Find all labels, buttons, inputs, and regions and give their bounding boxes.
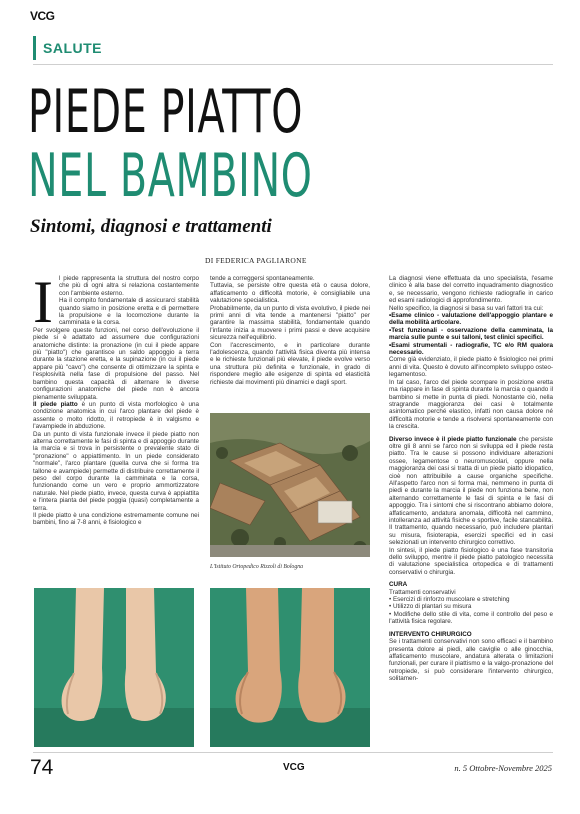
- cura-subheading: Trattamenti conservativi: [389, 588, 456, 596]
- paragraph: Tuttavia, se persiste oltre questa età o causa dolore, affaticamento o difficoltà motorie, è consigliabile una valutazione specialistica.: [210, 282, 370, 305]
- flat-feet-photo-right: [210, 588, 370, 747]
- header-divider: [33, 64, 553, 65]
- paragraph: Probabilmente, da un punto di vista evolutivo, il piede nei primi anni di vita tende a mantenersi "piatto" per garantire la massima stabilità, fondamentale quando l'infante inizia a muovere i primi passi e deve acquisire sicurezza nell'equilibrio.: [210, 304, 370, 342]
- text-column-1: [33, 269, 199, 527]
- paragraph: Per svolgere queste funzioni, nel corso dell'evoluzione il piede si è adattato ad assumere due configurazioni anatomiche distinte: la pronazione (in cui il piede appare più "piatto") che garantisce un saldo appoggio a terra durante la stazione eretta, e la supinazione (in cui il piede appare più "cavo") che consente di ottimizzare la spinta e l'esplosività nella fase di propulsione del passo. Nel bambino questa capacità di alternare le diverse configurazioni anatomiche del piede non è ancora pienamente sviluppata.: [33, 326, 199, 401]
- footer-logo: VCG: [283, 762, 305, 773]
- article-subtitle: Sintomi, diagnosi e trattamenti: [30, 216, 272, 237]
- paragraph: Il piede piatto è un punto di vista morfologico è una condizione anatomica in cui l'arco plantare del piede è assente o molto ridotto, il retropiede è in valgismo e l'avampiede in abduzione.: [33, 400, 199, 431]
- section-label: SALUTE: [43, 40, 102, 56]
- photo-caption: L'Istituto Ortopedico Rizzoli di Bologna: [210, 564, 304, 570]
- paragraph: Ha il compito fondamentale di assicurarci stabilità quando siamo in posizione eretta e di permettere la propulsione e la locomozione durante la camminata e la corsa.: [58, 297, 199, 327]
- list-item: •Esame clinico - valutazione dell'appoggio plantare e della mobilità articolare.: [389, 312, 553, 327]
- cura-heading: CURA: [389, 581, 408, 589]
- paragraph: La diagnosi viene effettuata da uno specialista, l'esame clinico è alla base del corretto inquadramento diagnostico e, se necessario, vengono richieste radiografie in carico ed esami radiologici di approfondimento.: [389, 275, 553, 305]
- article-author: DI FEDERICA PAGLIARONE: [205, 256, 307, 265]
- list-item: • Utilizzo di plantari su misura: [389, 603, 472, 611]
- magazine-logo: VCG: [30, 9, 55, 23]
- title-line-1: PIEDE PIATTO: [28, 77, 304, 147]
- paragraph: tende a correggersi spontaneamente.: [210, 275, 315, 282]
- footer-divider: [33, 752, 553, 753]
- cura-list: [389, 596, 553, 626]
- paragraph: Se i trattamenti conservativi non sono efficaci e il bambino presenta dolore ai piedi, alle caviglie o alle ginocchia, affaticamento muscolare, andatura alterata o limitazioni funzionali, per curare il piattismo e la valgo-pronazione del retropiede, si può considerare l'intervento chirurgico, solitamen-: [389, 638, 553, 683]
- list-item: • Modifiche dello stile di vita, come il controllo del peso e l'attività fisica regolare.: [389, 610, 553, 626]
- paragraph: Da un punto di vista funzionale invece il piede piatto non alterna correttamente le fasi di spinta e di appoggio durante la marcia e si trova in persistente o prevalente stato di "pronazione" o appiattimento. In un piede considerato "normale", l'arco plantare (quella curva che si forma tra tallone e avampiede) permette di distribuire correttamente il peso del corpo durante la camminata e la corsa, funzionando come un vero e proprio ammortizzatore naturale. Nel piede piatto, invece, questa curva è appiattita e l'intera pianta del piede poggia (quasi) completamente a terra.: [33, 430, 199, 512]
- paragraph: Con l'accrescimento, e in particolare durante l'adolescenza, quando l'attività fisica diventa più intensa e le richieste funzionali più elevate, il piede evolve verso una struttura più definita e funzionale, in grado di rispondere meglio alle esigenze di spinta ed elasticità richieste dai movimenti più dinamici e dagli sport.: [210, 341, 370, 386]
- flat-feet-photo-left: [34, 588, 194, 747]
- title-line-2: NEL BAMBINO: [28, 141, 313, 211]
- text-column-2: [210, 275, 370, 386]
- drop-cap: I: [33, 269, 53, 335]
- section-accent-bar: [33, 36, 36, 60]
- list-item: •Test funzionali - osservazione della camminata, la marcia sulle punte e sui talloni, test clinici specifici.: [389, 326, 553, 342]
- page-number: 74: [30, 756, 54, 779]
- paragraph: In tal caso, l'arco del piede scompare in posizione eretta ma riappare in fase di spinta durante la marcia o quando il bambino si mette in punta di piedi. Nonostante ciò, nella stragrande maggioranza dei casi è totalmente asintomatico perché elastico, infatti non causa dolore né difficoltà motorie e tende a risolversi spontaneamente con la crescita.: [389, 378, 553, 431]
- paragraph: l piede rappresenta la struttura del nostro corpo che più di ogni altra si relaziona costantemente con l'ambiente esterno.: [58, 275, 199, 297]
- institute-aerial-photo: [210, 413, 370, 557]
- text-column-3: [389, 275, 553, 683]
- paragraph: Nello specifico, la diagnosi si basa su vari fattori tra cui:: [389, 304, 544, 312]
- paragraph: Diverso invece è il piede piatto funzionale che persiste oltre gli 8 anni se l'arco non si sviluppa ed il piede resta piatto. Tra le cause si possono individuare alterazioni ossee, legamentose o neuromuscolari, oppure nella maggioranza dei casi si tratta di un piede piatto idiopatico, cioè non attribuibile a cause organiche specifiche. All'aspetto l'arco non si forma mai, nemmeno in punta di piedi e durante la marcia il piede non funziona bene, non alternando correttamente le fasi di spinta e le fasi di appoggio. Tra i sintomi che si riscontrano abbiamo dolore, affaticamento, andatura anomala, difficoltà nel cammino, intolleranza ad attività fisiche e sportive, facile stancabilità. Il trattamento, quando necessario, può includere plantari su misura, fisioterapia, esercizi specifici ed in casi selezionati un intervento chirurgico correttivo.: [389, 435, 553, 547]
- paragraph: In sintesi, il piede piatto fisiologico è una fase transitoria dello sviluppo, mentre il piede piatto patologico necessita di valutazione specialistica ortopedica e di trattamenti conservativi o chirurgia.: [389, 546, 553, 576]
- issue-info: n. 5 Ottobre-Novembre 2025: [454, 763, 552, 773]
- paragraph: Il piede piatto è una condizione estremamente comune nei bambini, fino ai 7-8 anni, è fisiologico e: [33, 512, 199, 527]
- list-item: •Esami strumentali - radiografie, TC e/o RM qualora necessario.: [389, 341, 553, 357]
- list-item: • Esercizi di rinforzo muscolare e stretching: [389, 596, 510, 604]
- paragraph: Come già evidenziato, il piede piatto è fisiologico nei primi anni di vita. Questo è dovuto all'incompleto sviluppo osteo-legamentoso.: [389, 356, 553, 379]
- surgery-heading: INTERVENTO CHIRURGICO: [389, 630, 472, 638]
